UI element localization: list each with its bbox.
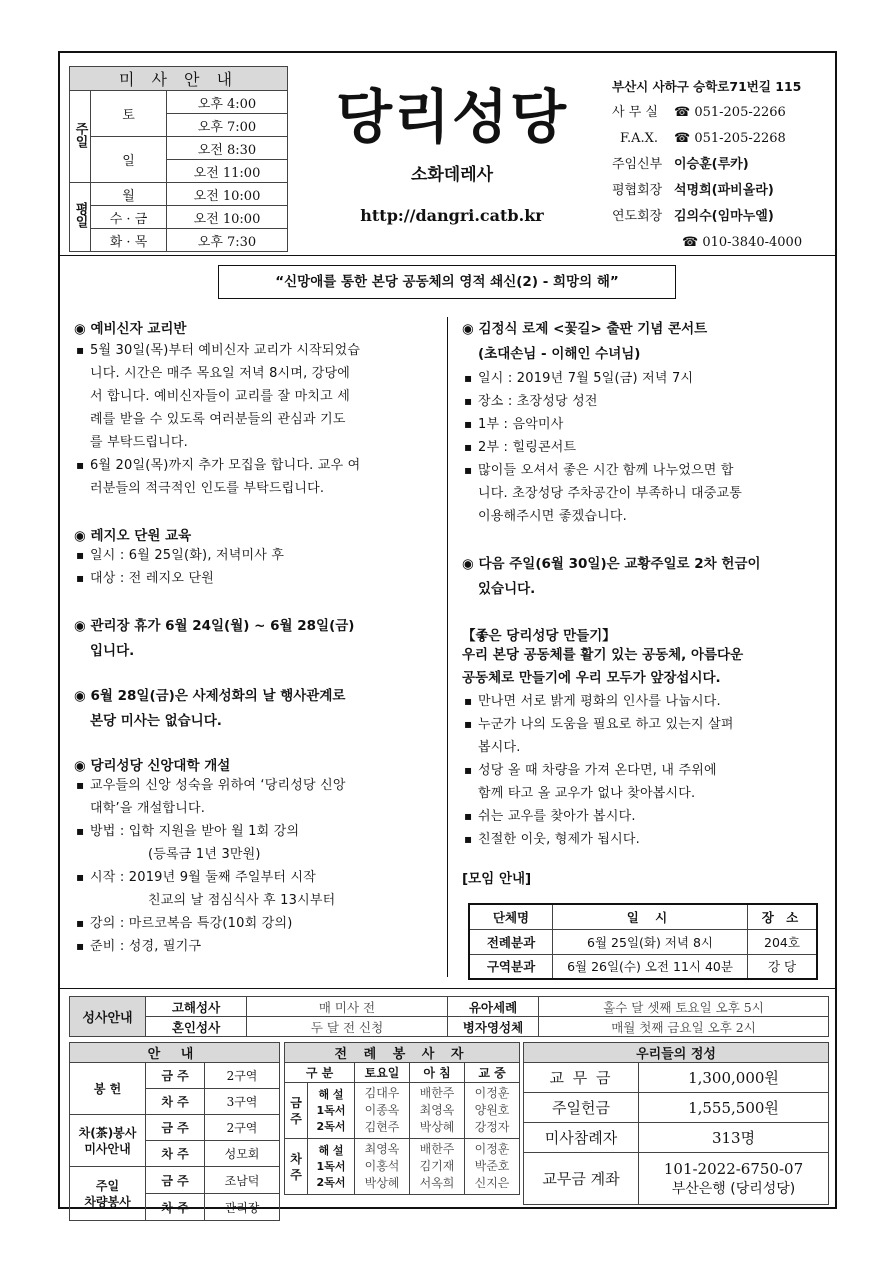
guide-value: 조남덕: [205, 1167, 280, 1194]
right-column: [462, 317, 822, 887]
table-cell: 구역분과: [469, 954, 553, 979]
good-parish-title: 【좋은 당리성당 만들기】: [462, 628, 616, 644]
left-column: [74, 317, 436, 958]
offering-label: 미사참례자: [524, 1123, 639, 1153]
week-label: 차 주: [146, 1141, 205, 1167]
offering-label: 주일헌금: [524, 1093, 639, 1123]
phone-icon: ☎: [682, 235, 703, 250]
mass-time: 오후 7:30: [167, 229, 288, 252]
guide-group: 봉 헌: [70, 1063, 146, 1115]
faith-college-title: ◉ 당리성당 신앙대학 개설: [74, 758, 231, 774]
list-item: ▪ 1부 : 음악미사: [462, 413, 822, 436]
mass-day: 월: [91, 183, 167, 206]
week-label: 금 주: [285, 1083, 308, 1139]
role-labels: 해 설 1독서 2독서: [308, 1083, 355, 1139]
guide-value: 관리장: [205, 1194, 280, 1221]
sacrament-name: 병자영성체: [448, 1017, 539, 1037]
church-name: 당리성당: [335, 83, 569, 151]
table-cell: 전례분과: [469, 929, 553, 954]
week-label: 금 주: [146, 1115, 205, 1141]
column-divider: [447, 317, 448, 977]
no-mass-notice: ◉ 6월 28일(금)은 사제성화의 날 행사관계로 본당 미사는 없습니다.: [74, 688, 346, 729]
server-names: 배한주 최영옥 박상혜: [410, 1083, 465, 1139]
guide-value: 성모회: [205, 1141, 280, 1167]
list-item: ▪ 친절한 이웃, 형제가 됩시다.: [462, 828, 822, 851]
table-cell: 6월 25일(화) 저녁 8시: [553, 929, 748, 954]
sacraments-label: 성사안내: [70, 997, 146, 1037]
list-item: ▪ 일시 : 2019년 7월 5일(금) 저녁 7시: [462, 367, 822, 390]
patron-name: 소화데레사: [410, 165, 494, 185]
sacrament-schedule: 매월 첫째 금요일 오후 2시: [539, 1017, 829, 1037]
column-header: 일 시: [553, 904, 748, 929]
list-item: ▪ 방법 : 입학 지원을 받아 월 1회 강의 (등록금 1년 3만원): [74, 820, 436, 866]
mass-time: 오전 8:30: [167, 137, 288, 160]
column-header: 교 중: [465, 1063, 520, 1083]
council-president: 석명희(파비올라): [674, 183, 774, 198]
liturgy-servers-table: [284, 1042, 520, 1195]
mass-time: 오후 7:00: [167, 114, 288, 137]
mass-time: 오전 10:00: [167, 206, 288, 229]
table-cell: 204호: [748, 929, 818, 954]
list-item: ▪ 교우들의 신앙 성숙을 위하여 ‘당리성당 신앙 대학’을 개설합니다.: [74, 774, 436, 820]
guide-value: 3구역: [205, 1089, 280, 1115]
week-label: 차 주: [285, 1139, 308, 1195]
phone-icon: ☎: [674, 131, 695, 146]
sacraments-table: [69, 996, 829, 1037]
legio-title: ◉ 레지오 단원 교육: [74, 528, 192, 544]
guide-group: 주일 차량봉사: [70, 1167, 146, 1221]
mass-day: 화 · 목: [91, 229, 167, 252]
second-collection-notice: ◉ 다음 주일(6월 30일)은 교황주일로 2차 헌금이 있습니다.: [462, 556, 761, 597]
fax-phone: 051-205-2268: [694, 131, 786, 146]
mass-schedule-title: 미 사 안 내: [70, 67, 288, 91]
youth-label: 연도회장: [612, 209, 663, 224]
server-names: 배한주 김기재 서옥희: [410, 1139, 465, 1195]
guide-value: 2구역: [205, 1063, 280, 1089]
sunday-label: 주일: [70, 91, 91, 183]
office-phone: 051-205-2266: [694, 105, 786, 120]
list-item: ▪ 강의 : 마르코복음 특강(10회 강의): [74, 912, 436, 935]
table-cell: 강 당: [748, 954, 818, 979]
meeting-table: [468, 903, 818, 980]
guide-title: 안 내: [70, 1043, 280, 1063]
mass-day: 토: [91, 91, 167, 137]
list-item: ▪ 성당 올 때 차량을 가져 온다면, 내 주위에 함께 타고 올 교우가 없나 찾아봅시다.: [462, 759, 822, 805]
footer-divider: [59, 988, 836, 989]
contact-info: [612, 74, 832, 256]
server-names: 이정훈 박준호 신지은: [465, 1139, 520, 1195]
header-divider: [59, 255, 836, 256]
list-item: ▪ 2부 : 힐링콘서트: [462, 436, 822, 459]
mass-time: 오후 4:00: [167, 91, 288, 114]
mass-time: 오전 11:00: [167, 160, 288, 183]
sacrament-name: 고해성사: [146, 997, 247, 1017]
youth-phone: 010-3840-4000: [702, 235, 803, 250]
list-item: ▪ 일시 : 6월 25일(화), 저녁미사 후: [74, 544, 436, 567]
offering-value: 313명: [639, 1123, 829, 1153]
mass-time: 오전 10:00: [167, 183, 288, 206]
sacrament-name: 혼인성사: [146, 1017, 247, 1037]
week-label: 차 주: [146, 1089, 205, 1115]
website-link[interactable]: http://dangri.catb.kr: [360, 206, 544, 225]
list-item: ▪ 쉬는 교우를 찾아가 봅시다.: [462, 805, 822, 828]
server-names: 이정훈 양원호 강정자: [465, 1083, 520, 1139]
sacrament-schedule: 홀수 달 셋째 토요일 오후 5시: [539, 997, 829, 1017]
list-item: ▪ 5월 30일(목)부터 예비신자 교리가 시작되었습 니다. 시간은 매주 목요일 저녁 8시며, 강당에 서 합니다. 예비신자들이 교리를 잘 마치고 세 례를 받을 수 있도록 여러분들의 관심과 기도 를 부탁드립니다.: [74, 339, 436, 454]
mass-day: 수 · 금: [91, 206, 167, 229]
column-header: 아 침: [410, 1063, 465, 1083]
council-label: 평협회장: [612, 183, 663, 198]
column-header: 토요일: [355, 1063, 410, 1083]
mass-schedule-table: [69, 66, 288, 252]
concert-title: ◉ 김정식 로제 <꽃길> 출판 기념 콘서트 (초대손님 - 이해인 수녀님): [462, 321, 708, 362]
weekday-label: 평일: [70, 183, 91, 252]
church-address: 부산시 사하구 승학로71번길 115: [612, 79, 802, 94]
guide-value: 2구역: [205, 1115, 280, 1141]
pastor-name: 이승훈(루카): [674, 157, 749, 172]
list-item: ▪ 많이들 오셔서 좋은 시간 함께 나누었으면 합 니다. 초장성당 주차공간이 부족하니 대중교통 이용해주시면 좋겠습니다.: [462, 459, 822, 528]
sacrament-schedule: 매 미사 전: [247, 997, 448, 1017]
offering-label: 교 무 금: [524, 1063, 639, 1093]
mass-day: 일: [91, 137, 167, 183]
catechumen-title: ◉ 예비신자 교리반: [74, 321, 187, 337]
role-labels: 해 설 1독서 2독서: [308, 1139, 355, 1195]
list-item: ▪ 준비 : 성경, 필기구: [74, 935, 436, 958]
list-item: ▪ 시작 : 2019년 9월 둘째 주일부터 시작 친교의 날 점심식사 후 13시부터: [74, 866, 436, 912]
list-item: ▪ 누군가 나의 도움을 필요로 하고 있는지 살펴 봅시다.: [462, 713, 822, 759]
offering-title: 우리들의 정성: [524, 1043, 829, 1063]
manager-vacation-notice: ◉ 관리장 휴가 6월 24일(월) ~ 6월 28일(금) 입니다.: [74, 618, 355, 659]
office-label: 사 무 실: [612, 105, 658, 120]
good-parish-lead: 우리 본당 공동체를 활기 있는 공동체, 아름다운 공동체로 만들기에 우리 모두가 앞장섭시다.: [462, 647, 744, 686]
account-label: 교무금 계좌: [524, 1153, 639, 1205]
service-guide-table: [69, 1042, 280, 1221]
liturgy-title: 전 례 봉 사 자: [285, 1043, 520, 1063]
server-names: 최영옥 이홍석 박상혜: [355, 1139, 410, 1195]
week-label: 금 주: [146, 1063, 205, 1089]
column-header: 장 소: [748, 904, 818, 929]
theme-banner: “신망애를 통한 본당 공동체의 영적 쇄신(2) - 희망의 해”: [218, 265, 676, 299]
meeting-title: [모임 안내]: [462, 871, 532, 887]
fax-label: F.A.X.: [620, 131, 659, 146]
table-cell: 6월 26일(수) 오전 11시 40분: [553, 954, 748, 979]
guide-group: 차(茶)봉사 미사안내: [70, 1115, 146, 1167]
account-info: 101-2022-6750-07 부산은행 (당리성당): [639, 1153, 829, 1205]
pastor-label: 주임신부: [612, 157, 663, 172]
column-header: 단체명: [469, 904, 553, 929]
list-item: ▪ 장소 : 초장성당 성전: [462, 390, 822, 413]
offering-value: 1,300,000원: [639, 1063, 829, 1093]
list-item: ▪ 대상 : 전 레지오 단원: [74, 567, 436, 590]
list-item: ▪ 만나면 서로 밝게 평화의 인사를 나눕시다.: [462, 690, 822, 713]
server-names: 김대우 이종옥 김현주: [355, 1083, 410, 1139]
offering-table: [523, 1042, 829, 1205]
sacrament-schedule: 두 달 전 신청: [247, 1017, 448, 1037]
sacrament-name: 유아세례: [448, 997, 539, 1017]
column-header: 구 분: [285, 1063, 355, 1083]
offering-value: 1,555,500원: [639, 1093, 829, 1123]
list-item: ▪ 6월 20일(목)까지 추가 모집을 합니다. 교우 여 러분들의 적극적인 인도를 부탁드립니다.: [74, 454, 436, 500]
phone-icon: ☎: [674, 105, 695, 120]
youth-president: 김의수(임마누엘): [674, 209, 774, 224]
week-label: 금 주: [146, 1167, 205, 1194]
week-label: 차 주: [146, 1194, 205, 1221]
